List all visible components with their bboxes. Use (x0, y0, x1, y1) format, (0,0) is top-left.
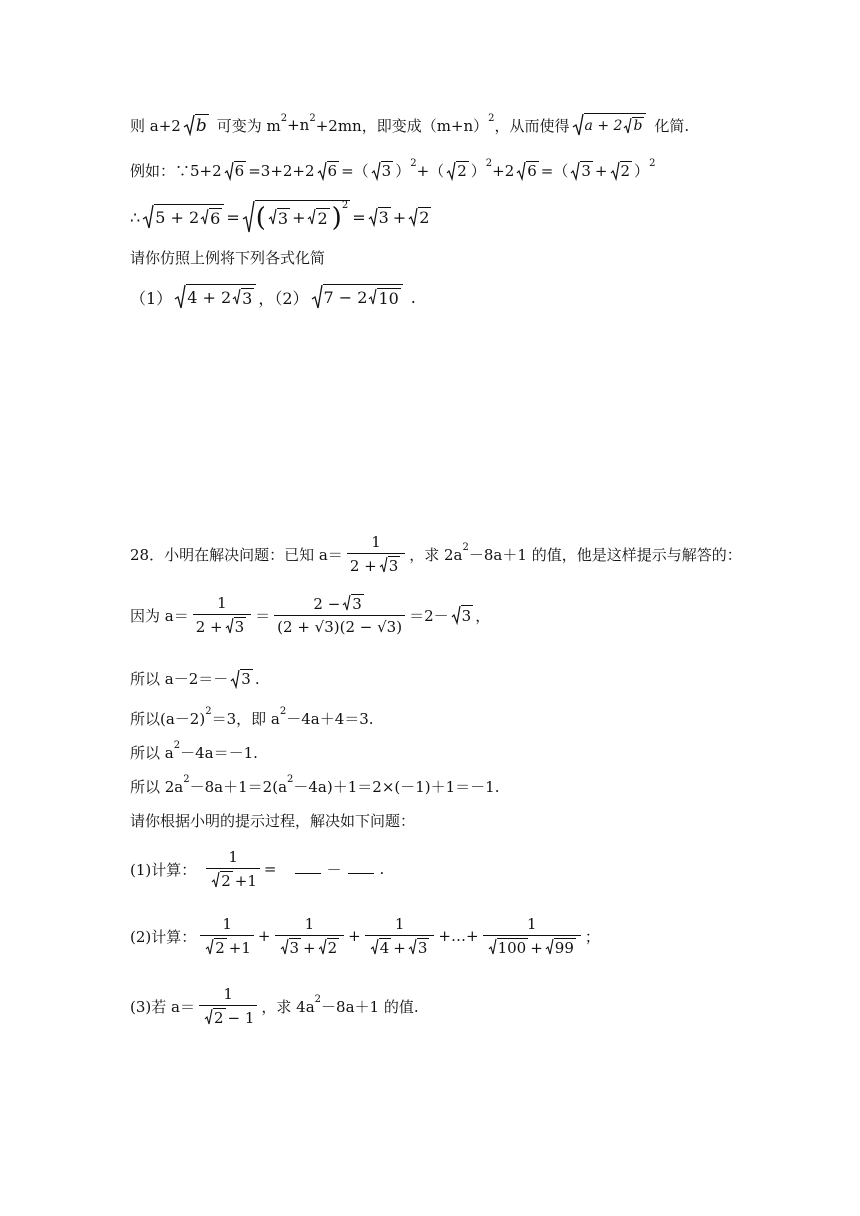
fraction: 1 2 − 1 (199, 985, 257, 1027)
because-line: 因为 a＝ 1 2 + 3 ＝ 2 − 3 (2 + √3)(2 − √3) ＝2－ 3 ， (130, 594, 491, 636)
line-5-exercises: （1） 4 + 2 3 ，（2） 7 − 2 10 . (130, 284, 416, 310)
fraction: 1 2 +1 (200, 915, 254, 957)
line-1: 则 a+2 b 可变为 m 2 +n 2 +2mn，即变成（m+n） 2 ，从而使得 a + 2 b 化简. (130, 112, 690, 136)
sqrt-b: b (183, 114, 209, 136)
sqrt-6: 6 (317, 161, 340, 181)
sqrt-7-minus-2sqrt10: 7 − 2 10 (311, 284, 403, 310)
line-2-example: 例如：∵5+2 6 =3+2+2 6 =（ 3 ） 2 +（ 2 ） 2 +2 6 =（ 3 + 2 ） 2 (130, 158, 656, 180)
instruction-2: 请你根据小明的提示过程，解决如下问题： (130, 812, 416, 830)
fraction: 1 100 + 99 (483, 915, 581, 957)
problem-2: (2)计算： 1 2 +1 + 1 3 + 2 + 1 4 + 3 +…+ 1 100 + 99 ； (130, 915, 600, 957)
text: 可变为 m (216, 116, 281, 135)
sqrt-squared-sum: ( 3 + 2 ) 2 (242, 200, 350, 234)
fraction: 1 2 + 3 (193, 594, 251, 636)
fraction-rationalized: 2 − 3 (2 + √3)(2 − √3) (274, 594, 405, 636)
fraction: 1 3 + 2 (275, 915, 345, 957)
question-28: 28．小明在解决问题：已知 a＝ 1 2 + 3 ，求 2a 2 －8a＋1 的值，他是这样提示与解答的： (130, 533, 742, 575)
sqrt-3: 3 (570, 161, 593, 181)
sqrt-6: 6 (224, 161, 247, 181)
sqrt-5-plus-2sqrt6: 5 + 2 6 (142, 204, 224, 230)
so-line-3: 所以 a 2 －4a＝－1. (130, 740, 258, 762)
sqrt-2: 2 (610, 161, 633, 181)
line-3-therefore: ∴ 5 + 2 6 = ( 3 + 2 ) 2 = 3 + 2 (130, 200, 430, 233)
radical-sign (183, 114, 195, 136)
sqrt-a-plus-2-sqrt-b: a + 2 b (572, 113, 647, 137)
fraction: 1 2 +1 (206, 848, 260, 890)
so-line-1: 所以 a－2＝－ 3 . (130, 669, 260, 688)
instruction-1: 请你仿照上例将下列各式化简 (130, 249, 326, 267)
answer-blank[interactable] (348, 873, 374, 874)
problem-3: (3)若 a＝ 1 2 − 1 ，求 4a 2 －8a＋1 的值. (130, 985, 419, 1027)
radical-sign (572, 113, 584, 137)
so-line-4: 所以 2a 2 －8a＋1＝2(a 2 －4a)＋1＝2×(－1)＋1＝－1. (130, 774, 500, 796)
sqrt-6: 6 (516, 161, 539, 181)
sqrt-3: 3 (371, 161, 394, 181)
text: 则 a+2 (130, 116, 181, 135)
fraction: 1 4 + 3 (365, 915, 435, 957)
problem-1: (1)计算： 1 2 +1 = － . (130, 848, 385, 890)
so-line-2: 所以(a－2) 2 ＝3，即 a 2 －4a＋4＝3. (130, 706, 374, 728)
sqrt-4-plus-2sqrt3: 4 + 2 3 (174, 284, 256, 310)
sqrt-2: 2 (446, 161, 469, 181)
answer-blank[interactable] (295, 873, 321, 874)
fraction: 1 2 + 3 (347, 533, 405, 575)
